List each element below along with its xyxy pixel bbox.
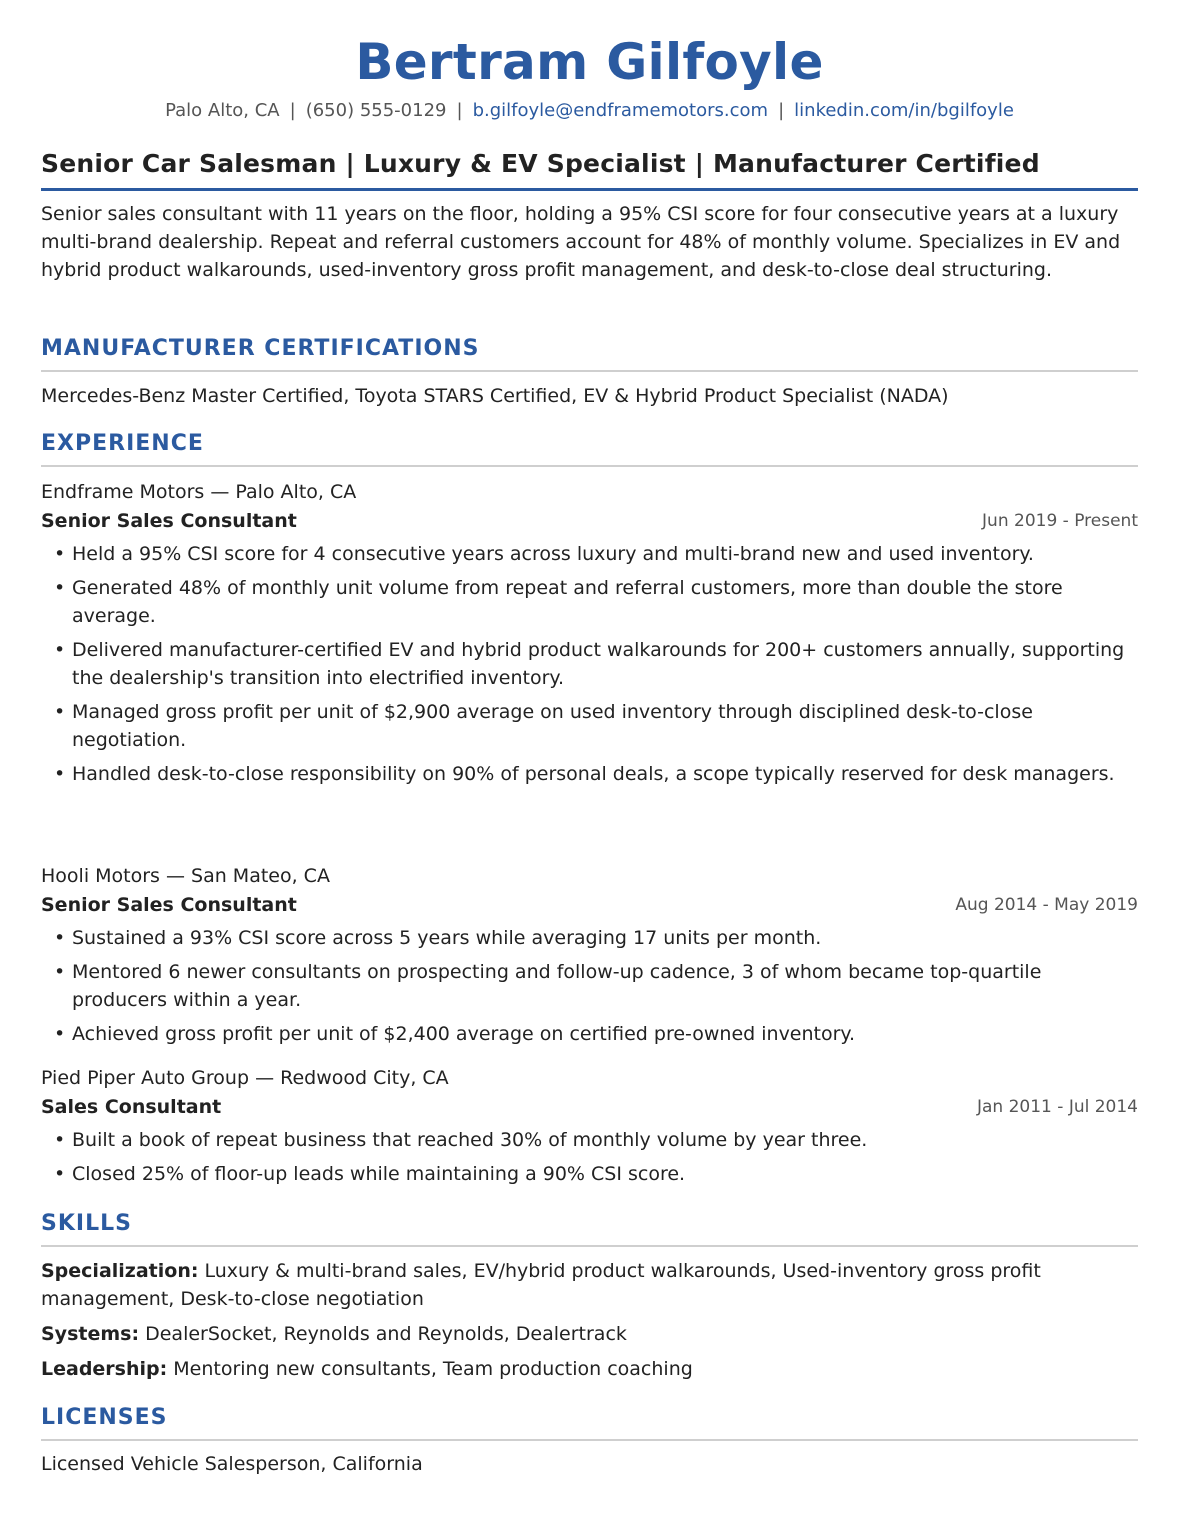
skill-row [41, 1320, 1138, 1348]
licenses-text: Licensed Vehicle Salesperson, California [41, 1453, 423, 1475]
skill-value: Luxury & multi-brand sales, EV/hybrid product walkarounds, Used-inventory gross profit management, Desk-to-close negotiation [41, 1260, 1041, 1310]
certifications-text: Mercedes-Benz Master Certified, Toyota STARS Certified, EV & Hybrid Product Specialist (NADA) [41, 385, 949, 407]
email-link[interactable]: b.gilfoyle@endframemotors.com [472, 100, 769, 121]
job-entry [41, 862, 1138, 1054]
job-dates: Aug 2014 - May 2019 [955, 895, 1138, 915]
skill-row [41, 1355, 1138, 1383]
job-dates: Jun 2019 - Present [982, 511, 1138, 531]
job-title-row [41, 1093, 1138, 1122]
skill-row [41, 1257, 1138, 1313]
section-divider [41, 465, 1138, 467]
contact-location: Palo Alto, CA [165, 100, 280, 121]
bullet-item: • Achieved gross profit per unit of $2,400 average on certified pre-owned inventory. [41, 1020, 1138, 1048]
job-organization: Endframe Motors — Palo Alto, CA [41, 481, 357, 503]
contact-line [41, 99, 1138, 123]
bullet-item: • Mentored 6 newer consultants on prospecting and follow-up cadence, 3 of whom became top-quartile producers within a year. [41, 958, 1138, 1014]
job-title-row [41, 507, 1138, 536]
bullet-item: • Closed 25% of floor-up leads while maintaining a 90% CSI score. [41, 1160, 1138, 1188]
skill-label: Systems: [41, 1323, 140, 1345]
section-divider [41, 370, 1138, 372]
summary-paragraph: Senior sales consultant with 11 years on the floor, holding a 95% CSI score for four consecutive years at a luxury multi-brand dealership. Repeat and referral customers account for 48% of monthly volume. Specializes in EV and hybrid product walkarounds, used-inventory gross profit management, and desk-to-close deal structuring. [41, 203, 1121, 281]
job-title: Senior Sales Consultant [41, 510, 297, 532]
job-organization: Pied Piper Auto Group — Redwood City, CA [41, 1067, 449, 1089]
job-title-row [41, 891, 1138, 920]
bullet-item: • Managed gross profit per unit of $2,900 average on used inventory through disciplined desk-to-close negotiation. [41, 698, 1138, 754]
job-title: Sales Consultant [41, 1096, 222, 1118]
skill-value: Mentoring new consultants, Team production coaching [173, 1358, 693, 1380]
section-title-experience: EXPERIENCE [41, 431, 204, 456]
section-title-licenses: LICENSES [41, 1405, 168, 1430]
contact-phone: (650) 555-0129 [305, 100, 447, 121]
section-divider [41, 1245, 1138, 1247]
skill-value: DealerSocket, Reynolds and Reynolds, Dealertrack [145, 1323, 627, 1345]
bullet-item: • Sustained a 93% CSI score across 5 years while averaging 17 units per month. [41, 924, 1138, 952]
headline-divider [41, 188, 1138, 191]
job-entry [41, 1064, 1138, 1194]
job-bullets [41, 1126, 1138, 1188]
candidate-name: Bertram Gilfoyle [355, 33, 824, 91]
contact-separator: | [289, 100, 296, 121]
bullet-item: • Handled desk-to-close responsibility on 90% of personal deals, a scope typically reserved for desk managers. [41, 760, 1138, 788]
bullet-item: • Held a 95% CSI score for 4 consecutive years across luxury and multi-brand new and used inventory. [41, 540, 1138, 568]
professional-headline: Senior Car Salesman | Luxury & EV Specialist | Manufacturer Certified [41, 149, 1040, 178]
job-dates: Jan 2011 - Jul 2014 [977, 1097, 1138, 1117]
section-title-skills: SKILLS [41, 1211, 132, 1236]
job-bullets [41, 924, 1138, 1048]
contact-separator: | [778, 100, 785, 121]
job-title: Senior Sales Consultant [41, 894, 297, 916]
bullet-item: • Generated 48% of monthly unit volume from repeat and referral customers, more than double the store average. [41, 574, 1138, 630]
section-divider [41, 1439, 1138, 1441]
job-entry [41, 478, 1138, 794]
job-bullets [41, 540, 1138, 788]
section-title-certifications: MANUFACTURER CERTIFICATIONS [41, 336, 480, 361]
skill-label: Specialization: [41, 1260, 199, 1282]
bullet-item: • Built a book of repeat business that reached 30% of monthly volume by year three. [41, 1126, 1138, 1154]
contact-separator: | [456, 100, 463, 121]
skill-label: Leadership: [41, 1358, 168, 1380]
bullet-item: • Delivered manufacturer-certified EV and hybrid product walkarounds for 200+ customers annually, supporting the dealership's transition into electrified inventory. [41, 636, 1138, 692]
linkedin-link[interactable]: linkedin.com/in/bgilfoyle [794, 100, 1014, 121]
job-organization: Hooli Motors — San Mateo, CA [41, 865, 330, 887]
